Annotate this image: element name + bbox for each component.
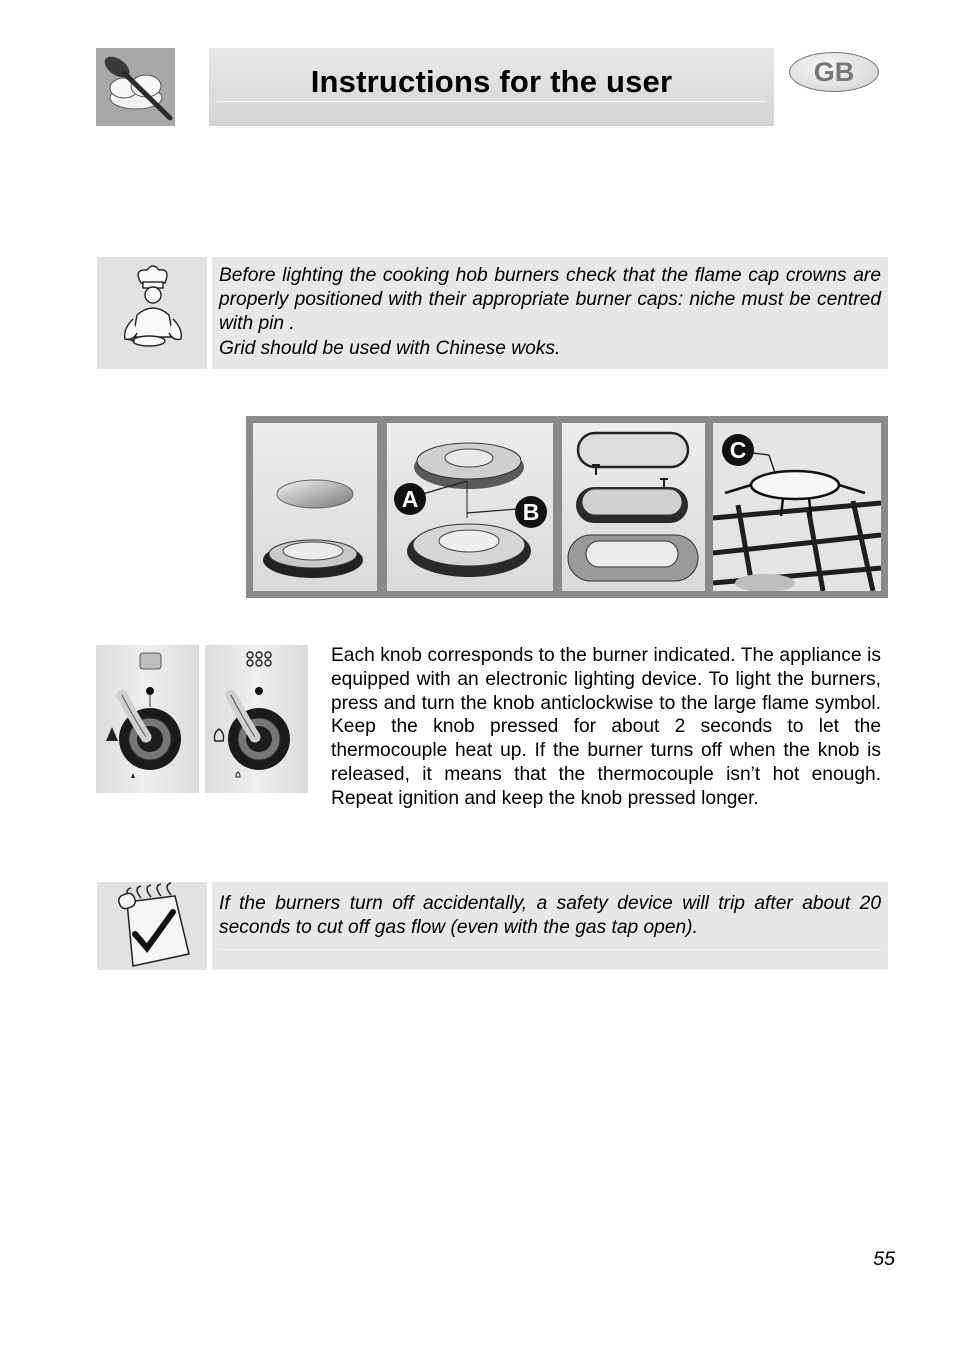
label-c-marker bbox=[721, 433, 755, 467]
gas-burner-knob-illustration bbox=[96, 645, 199, 793]
wok-burner-knob-illustration bbox=[205, 645, 308, 793]
label-b-marker bbox=[514, 495, 548, 529]
label-a: A bbox=[401, 486, 419, 512]
brand-logo bbox=[96, 48, 175, 126]
label-c: C bbox=[729, 437, 747, 463]
note-icon-cell bbox=[97, 882, 207, 970]
note-underline bbox=[218, 949, 882, 950]
language-badge: GB bbox=[789, 52, 879, 92]
flame-cap-note bbox=[212, 257, 888, 369]
burner-cap-panel bbox=[253, 423, 377, 591]
chef-icon bbox=[97, 257, 207, 369]
header-title-bar bbox=[209, 48, 774, 126]
page-title: Instructions for the user bbox=[310, 64, 673, 99]
burner-assembly-figure bbox=[246, 416, 888, 598]
page-number: 55 bbox=[873, 1248, 895, 1270]
label-a-marker bbox=[393, 482, 427, 516]
spoon-chef-hat-icon bbox=[96, 48, 175, 126]
knob-description: Each knob corresponds to the burner indicated. The appliance is equipped with an electronic lighting device. To light the burners, press and turn the knob anticlockwise to the large flame symbol. Keep the knob pressed for about 2 seconds to let the thermocouple heat up. If the burner turns off when the knob is released, it means that the thermocouple isn’t hot enough. Repeat ignition and keep the knob pressed longer. bbox=[331, 645, 881, 809]
note-icon-cell bbox=[97, 257, 207, 369]
safety-note-text: If the burners turn off accidentally, a safety device will trip after about 20 seconds to cut off gas flow (even with the gas tap open). bbox=[219, 893, 881, 939]
title-underline bbox=[217, 101, 766, 102]
wok-burner-knob-icon bbox=[205, 645, 308, 793]
label-b: B bbox=[522, 499, 540, 525]
gas-burner-knob-icon bbox=[96, 645, 199, 793]
wok-burner-parts-panel bbox=[562, 423, 705, 591]
flame-cap-note-text: Before lighting the cooking hob burners check that the flame cap crowns are properly positioned with their appropriate burner caps: niche must be centred with pin . Grid should be used with Chinese woks. bbox=[219, 265, 881, 359]
safety-note bbox=[212, 882, 888, 970]
notepad-checkmark-icon bbox=[97, 882, 207, 970]
